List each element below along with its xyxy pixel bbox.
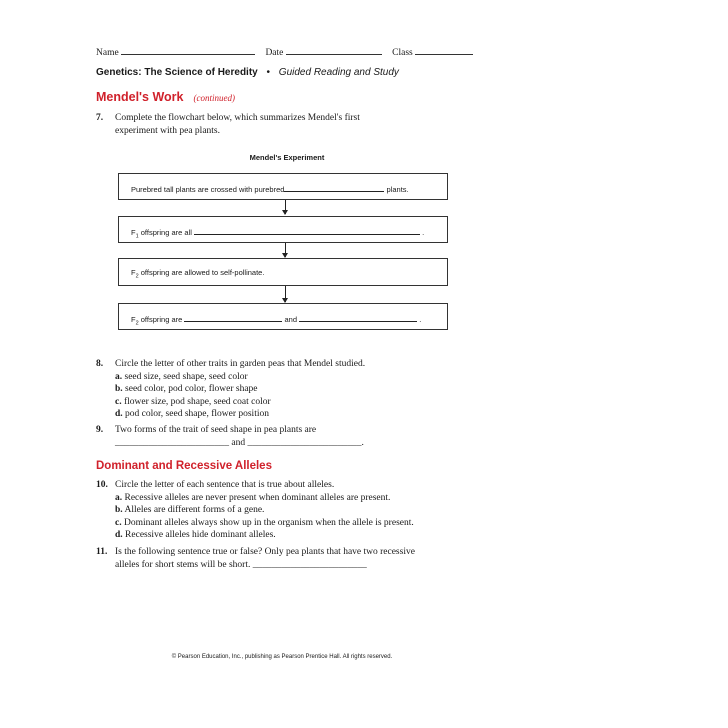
question-7 (96, 112, 596, 138)
option-letter: a. (115, 492, 123, 503)
option-letter: d. (115, 409, 123, 419)
answer-blank[interactable] (194, 226, 420, 235)
question-11 (96, 546, 636, 572)
question-number: 7. (96, 113, 104, 123)
answer-option[interactable] (115, 529, 276, 542)
chapter-title: Genetics: The Science of Heredity (96, 67, 258, 78)
section-heading-dominant-recessive: Dominant and Recessive Alleles (96, 460, 272, 472)
flowchart-box-1 (118, 173, 448, 200)
question-10 (96, 479, 636, 543)
section-heading-text: Mendel's Work (96, 90, 184, 104)
answer-blank[interactable] (284, 183, 384, 192)
answer-option[interactable] (115, 383, 258, 396)
question-text[interactable]: alleles for short stems will be short. ________________________ (115, 559, 367, 570)
answer-option[interactable] (115, 371, 248, 384)
continued-label: (continued) (193, 93, 235, 103)
answer-blanks[interactable]: ________________________ and ________________________. (115, 437, 364, 448)
class-label: Class (392, 48, 413, 58)
question-text: Complete the flowchart below, which summarizes Mendel's first (115, 113, 360, 123)
copyright-text: © Pearson Education, Inc., publishing as Pearson Prentice Hall. All rights reserved. (171, 654, 393, 660)
generation-label: F (131, 268, 136, 277)
name-field[interactable] (121, 45, 255, 55)
question-text: Circle the letter of other traits in garden peas that Mendel studied. (115, 359, 366, 369)
box-text: offspring are (140, 315, 183, 324)
option-letter: b. (115, 384, 123, 394)
answer-option[interactable] (115, 408, 269, 421)
section-name: Guided Reading and Study (278, 67, 399, 78)
option-text: Alleles are different forms of a gene. (124, 505, 265, 515)
question-text: Two forms of the trait of seed shape in pea plants are (115, 425, 317, 435)
answer-option[interactable] (115, 504, 264, 517)
option-text: seed color, pod color, flower shape (125, 384, 258, 394)
generation-subscript: 2 (135, 320, 139, 327)
question-number: 9. (96, 425, 104, 435)
flowchart-box-1-text (131, 183, 409, 194)
chapter-subtitle (96, 67, 399, 78)
answer-option[interactable] (115, 492, 390, 505)
question-text: experiment with pea plants. (115, 125, 220, 136)
option-text: Recessive alleles hide dominant alleles. (125, 530, 276, 540)
flowchart-title: Mendel's Experiment (249, 153, 325, 162)
option-letter: c. (115, 396, 122, 407)
option-text: flower size, pod shape, seed coat color (123, 396, 271, 407)
flowchart-box-4-text (131, 313, 421, 327)
option-text: Recessive alleles are never present when dominant alleles are present. (124, 492, 391, 503)
copyright-footer (0, 654, 728, 660)
flow-arrow (285, 200, 286, 214)
option-text: Dominant alleles always show up in the organism when the allele is present. (123, 517, 414, 528)
date-field[interactable] (286, 45, 382, 55)
option-text: pod color, seed shape, flower position (125, 409, 269, 419)
question-9 (96, 424, 616, 450)
bullet-separator: • (266, 67, 271, 78)
answer-option[interactable] (115, 517, 414, 530)
option-letter: c. (115, 517, 122, 528)
flowchart-box-2-text (131, 226, 424, 240)
option-letter: a. (115, 371, 123, 382)
answer-option[interactable] (115, 396, 271, 409)
flowchart-box-3 (118, 258, 448, 286)
flowchart-box-2 (118, 216, 448, 243)
box-text: Purebred tall plants are crossed with purebred (131, 185, 285, 194)
generation-subscript: 1 (135, 233, 139, 240)
question-8 (96, 358, 616, 422)
question-text: Is the following sentence true or false? Only pea plants that have two recessive (115, 547, 415, 557)
box-text: plants. (386, 185, 409, 194)
question-text: Circle the letter of each sentence that is true about alleles. (115, 480, 335, 490)
box-text: offspring are allowed to self-pollinate. (140, 268, 265, 277)
section-heading-mendels-work (96, 90, 235, 104)
generation-subscript: 2 (135, 273, 139, 280)
generation-label: F (131, 315, 136, 324)
period: . (419, 315, 422, 324)
answer-blank[interactable] (184, 313, 282, 322)
question-number: 10. (96, 480, 108, 490)
flowchart-box-3-text (131, 268, 264, 280)
box-text: and (284, 315, 298, 324)
generation-label: F (131, 228, 136, 237)
question-number: 8. (96, 359, 104, 369)
name-label: Name (96, 48, 119, 58)
answer-blank[interactable] (299, 313, 417, 322)
box-text: offspring are all (140, 228, 192, 237)
flowchart-box-4 (118, 303, 448, 330)
date-label: Date (265, 48, 284, 58)
class-field[interactable] (415, 45, 473, 55)
flow-arrow (285, 286, 286, 302)
period: . (422, 228, 425, 237)
option-letter: d. (115, 530, 123, 540)
option-letter: b. (115, 505, 123, 515)
header-line (96, 45, 473, 58)
flow-arrow (285, 243, 286, 257)
option-text: seed size, seed shape, seed color (124, 371, 248, 382)
question-number: 11. (96, 547, 108, 557)
